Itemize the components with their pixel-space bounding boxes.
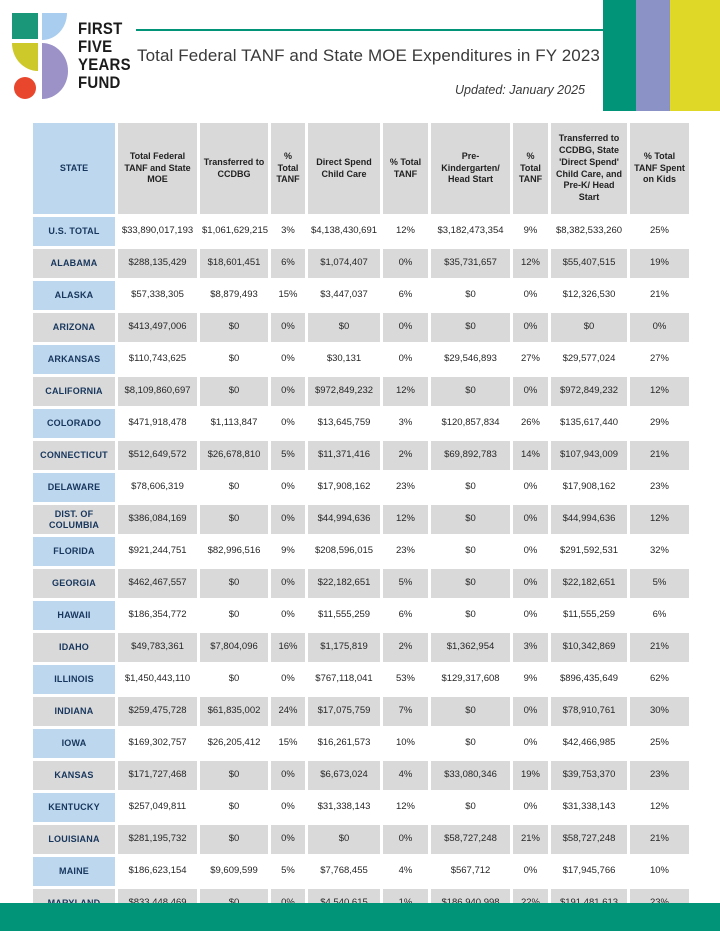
value-cell: $0 bbox=[431, 377, 510, 406]
value-cell: $896,435,649 bbox=[551, 665, 627, 694]
value-cell: 0% bbox=[513, 569, 548, 598]
state-name-cell: CONNECTICUT bbox=[33, 441, 115, 470]
value-cell: $18,601,451 bbox=[200, 249, 268, 278]
value-cell: 53% bbox=[383, 665, 428, 694]
value-cell: 14% bbox=[513, 441, 548, 470]
column-header: % Total TANF bbox=[383, 123, 428, 214]
page-title: Total Federal TANF and State MOE Expenditures in FY 2023 bbox=[137, 46, 600, 65]
value-cell: $10,342,869 bbox=[551, 633, 627, 662]
table-row bbox=[33, 729, 689, 758]
value-cell: $972,849,232 bbox=[308, 377, 380, 406]
value-cell: $0 bbox=[431, 473, 510, 502]
value-cell: 0% bbox=[271, 473, 305, 502]
value-cell: $11,555,259 bbox=[551, 601, 627, 630]
value-cell: $462,467,557 bbox=[118, 569, 197, 598]
value-cell: $0 bbox=[431, 601, 510, 630]
value-cell: 0% bbox=[513, 473, 548, 502]
logo-purple-half-circle bbox=[42, 43, 68, 99]
value-cell: 10% bbox=[630, 857, 689, 886]
value-cell: 0% bbox=[630, 313, 689, 342]
value-cell: $169,302,757 bbox=[118, 729, 197, 758]
value-cell: 21% bbox=[630, 633, 689, 662]
table-row bbox=[33, 633, 689, 662]
value-cell: $57,338,305 bbox=[118, 281, 197, 310]
column-header: Total Federal TANF and State MOE bbox=[118, 123, 197, 214]
state-name-cell: KANSAS bbox=[33, 761, 115, 790]
value-cell: $29,577,024 bbox=[551, 345, 627, 374]
value-cell: $972,849,232 bbox=[551, 377, 627, 406]
value-cell: 12% bbox=[513, 249, 548, 278]
state-name-cell: ARKANSAS bbox=[33, 345, 115, 374]
table-row bbox=[33, 857, 689, 886]
value-cell: $69,892,783 bbox=[431, 441, 510, 470]
value-cell: 12% bbox=[383, 505, 428, 534]
value-cell: 62% bbox=[630, 665, 689, 694]
logo-line: FIVE bbox=[78, 37, 113, 56]
value-cell: 12% bbox=[383, 793, 428, 822]
value-cell: $12,326,530 bbox=[551, 281, 627, 310]
value-cell: $0 bbox=[431, 793, 510, 822]
value-cell: 0% bbox=[271, 377, 305, 406]
value-cell: 30% bbox=[630, 697, 689, 726]
value-cell: $0 bbox=[431, 281, 510, 310]
value-cell: $0 bbox=[431, 313, 510, 342]
value-cell: $11,371,416 bbox=[308, 441, 380, 470]
value-cell: 6% bbox=[383, 281, 428, 310]
value-cell: $0 bbox=[200, 313, 268, 342]
state-name-cell: HAWAII bbox=[33, 601, 115, 630]
column-header: Transferred to CCDBG, State 'Direct Spend' Child Care, and Pre-K/ Head Start bbox=[551, 123, 627, 214]
table-body bbox=[33, 217, 689, 918]
value-cell: $8,382,533,260 bbox=[551, 217, 627, 246]
value-cell: $0 bbox=[200, 473, 268, 502]
state-name-cell: INDIANA bbox=[33, 697, 115, 726]
value-cell: 25% bbox=[630, 729, 689, 758]
value-cell: 0% bbox=[513, 505, 548, 534]
value-cell: 21% bbox=[513, 825, 548, 854]
value-cell: $0 bbox=[431, 697, 510, 726]
value-cell: 0% bbox=[271, 761, 305, 790]
value-cell: $0 bbox=[200, 345, 268, 374]
value-cell: $257,049,811 bbox=[118, 793, 197, 822]
value-cell: $44,994,636 bbox=[308, 505, 380, 534]
value-cell: $767,118,041 bbox=[308, 665, 380, 694]
table-row bbox=[33, 441, 689, 470]
value-cell: 0% bbox=[271, 665, 305, 694]
value-cell: 0% bbox=[271, 793, 305, 822]
state-name-cell: IOWA bbox=[33, 729, 115, 758]
value-cell: $35,731,657 bbox=[431, 249, 510, 278]
column-header: Direct Spend Child Care bbox=[308, 123, 380, 214]
value-cell: $3,447,037 bbox=[308, 281, 380, 310]
value-cell: 0% bbox=[271, 345, 305, 374]
value-cell: 0% bbox=[271, 569, 305, 598]
value-cell: $0 bbox=[200, 601, 268, 630]
value-cell: $0 bbox=[200, 665, 268, 694]
state-name-cell: ALABAMA bbox=[33, 249, 115, 278]
value-cell: $8,879,493 bbox=[200, 281, 268, 310]
value-cell: $78,606,319 bbox=[118, 473, 197, 502]
value-cell: 21% bbox=[630, 441, 689, 470]
value-cell: $31,338,143 bbox=[551, 793, 627, 822]
value-cell: 0% bbox=[513, 313, 548, 342]
value-cell: 0% bbox=[271, 505, 305, 534]
corner-color-bars bbox=[603, 0, 720, 111]
value-cell: $26,205,412 bbox=[200, 729, 268, 758]
value-cell: $82,996,516 bbox=[200, 537, 268, 566]
value-cell: $1,450,443,110 bbox=[118, 665, 197, 694]
value-cell: $11,555,259 bbox=[308, 601, 380, 630]
value-cell: 12% bbox=[383, 377, 428, 406]
value-cell: $55,407,515 bbox=[551, 249, 627, 278]
column-header: Transferred to CCDBG bbox=[200, 123, 268, 214]
value-cell: $17,075,759 bbox=[308, 697, 380, 726]
state-name-cell: DELAWARE bbox=[33, 473, 115, 502]
value-cell: $0 bbox=[551, 313, 627, 342]
table-row bbox=[33, 313, 689, 342]
value-cell: $1,362,954 bbox=[431, 633, 510, 662]
table-row bbox=[33, 601, 689, 630]
logo-lime-quarter bbox=[12, 43, 38, 71]
value-cell: $171,727,468 bbox=[118, 761, 197, 790]
value-cell: 27% bbox=[630, 345, 689, 374]
value-cell: $0 bbox=[200, 505, 268, 534]
value-cell: $22,182,651 bbox=[551, 569, 627, 598]
value-cell: 10% bbox=[383, 729, 428, 758]
value-cell: 3% bbox=[271, 217, 305, 246]
table-row bbox=[33, 473, 689, 502]
yellow-bar bbox=[670, 0, 720, 111]
state-name-cell: ARIZONA bbox=[33, 313, 115, 342]
logo-line: FIRST bbox=[78, 19, 123, 38]
first-five-years-fund-logo bbox=[12, 13, 138, 101]
value-cell: $567,712 bbox=[431, 857, 510, 886]
logo-red-circle bbox=[14, 77, 36, 99]
value-cell: 5% bbox=[271, 441, 305, 470]
state-name-cell: ALASKA bbox=[33, 281, 115, 310]
table-row bbox=[33, 537, 689, 566]
value-cell: 24% bbox=[271, 697, 305, 726]
state-name-cell: COLORADO bbox=[33, 409, 115, 438]
value-cell: 5% bbox=[271, 857, 305, 886]
value-cell: $33,890,017,193 bbox=[118, 217, 197, 246]
value-cell: 16% bbox=[271, 633, 305, 662]
value-cell: 25% bbox=[630, 217, 689, 246]
value-cell: $107,943,009 bbox=[551, 441, 627, 470]
value-cell: $186,623,154 bbox=[118, 857, 197, 886]
value-cell: 0% bbox=[383, 345, 428, 374]
value-cell: $0 bbox=[431, 729, 510, 758]
value-cell: 19% bbox=[630, 249, 689, 278]
expenditure-table bbox=[30, 120, 692, 921]
value-cell: 23% bbox=[383, 537, 428, 566]
value-cell: $259,475,728 bbox=[118, 697, 197, 726]
value-cell: 0% bbox=[271, 825, 305, 854]
value-cell: 23% bbox=[630, 473, 689, 502]
value-cell: 0% bbox=[383, 313, 428, 342]
value-cell: 12% bbox=[630, 793, 689, 822]
value-cell: 5% bbox=[383, 569, 428, 598]
value-cell: 21% bbox=[630, 281, 689, 310]
column-header: % Total TANF bbox=[271, 123, 305, 214]
column-header: Pre-Kindergarten/ Head Start bbox=[431, 123, 510, 214]
column-header: % Total TANF Spent on Kids bbox=[630, 123, 689, 214]
value-cell: $9,609,599 bbox=[200, 857, 268, 886]
value-cell: $413,497,006 bbox=[118, 313, 197, 342]
value-cell: 0% bbox=[271, 409, 305, 438]
value-cell: 15% bbox=[271, 281, 305, 310]
value-cell: 0% bbox=[513, 281, 548, 310]
value-cell: $33,080,346 bbox=[431, 761, 510, 790]
value-cell: 23% bbox=[383, 473, 428, 502]
table-row bbox=[33, 761, 689, 790]
table-row bbox=[33, 569, 689, 598]
value-cell: $16,261,573 bbox=[308, 729, 380, 758]
value-cell: 0% bbox=[513, 377, 548, 406]
value-cell: 6% bbox=[383, 601, 428, 630]
value-cell: $120,857,834 bbox=[431, 409, 510, 438]
value-cell: 0% bbox=[271, 313, 305, 342]
value-cell: 6% bbox=[630, 601, 689, 630]
value-cell: $0 bbox=[200, 825, 268, 854]
value-cell: $291,592,531 bbox=[551, 537, 627, 566]
value-cell: 5% bbox=[630, 569, 689, 598]
value-cell: 23% bbox=[630, 761, 689, 790]
value-cell: $42,466,985 bbox=[551, 729, 627, 758]
state-name-cell: ILLINOIS bbox=[33, 665, 115, 694]
logo-line: YEARS bbox=[78, 55, 131, 74]
value-cell: $39,753,370 bbox=[551, 761, 627, 790]
table-row bbox=[33, 217, 689, 246]
value-cell: $208,596,015 bbox=[308, 537, 380, 566]
value-cell: 12% bbox=[630, 377, 689, 406]
value-cell: $17,945,766 bbox=[551, 857, 627, 886]
table-row bbox=[33, 281, 689, 310]
table-row bbox=[33, 793, 689, 822]
value-cell: $29,546,893 bbox=[431, 345, 510, 374]
value-cell: 2% bbox=[383, 633, 428, 662]
value-cell: $0 bbox=[200, 569, 268, 598]
value-cell: $186,354,772 bbox=[118, 601, 197, 630]
value-cell: $129,317,608 bbox=[431, 665, 510, 694]
state-name-cell: KENTUCKY bbox=[33, 793, 115, 822]
updated-date: Updated: January 2025 bbox=[455, 83, 585, 97]
logo-mark-icon bbox=[12, 13, 70, 101]
value-cell: 0% bbox=[513, 697, 548, 726]
header-row bbox=[33, 123, 689, 214]
value-cell: $512,649,572 bbox=[118, 441, 197, 470]
table-row bbox=[33, 345, 689, 374]
value-cell: $288,135,429 bbox=[118, 249, 197, 278]
value-cell: $0 bbox=[308, 825, 380, 854]
table-header bbox=[33, 123, 689, 214]
value-cell: 4% bbox=[383, 761, 428, 790]
state-column-header: STATE bbox=[33, 123, 115, 214]
value-cell: 4% bbox=[383, 857, 428, 886]
value-cell: $0 bbox=[200, 761, 268, 790]
value-cell: 0% bbox=[513, 857, 548, 886]
value-cell: $26,678,810 bbox=[200, 441, 268, 470]
value-cell: 19% bbox=[513, 761, 548, 790]
value-cell: $1,074,407 bbox=[308, 249, 380, 278]
value-cell: 3% bbox=[383, 409, 428, 438]
value-cell: $0 bbox=[308, 313, 380, 342]
value-cell: 0% bbox=[513, 537, 548, 566]
value-cell: $31,338,143 bbox=[308, 793, 380, 822]
value-cell: 3% bbox=[513, 633, 548, 662]
value-cell: $58,727,248 bbox=[431, 825, 510, 854]
value-cell: $386,084,169 bbox=[118, 505, 197, 534]
value-cell: 32% bbox=[630, 537, 689, 566]
value-cell: 0% bbox=[513, 793, 548, 822]
state-name-cell: IDAHO bbox=[33, 633, 115, 662]
value-cell: 0% bbox=[383, 825, 428, 854]
value-cell: $61,835,002 bbox=[200, 697, 268, 726]
logo-line: FUND bbox=[78, 73, 121, 92]
value-cell: 0% bbox=[271, 601, 305, 630]
column-header: % Total TANF bbox=[513, 123, 548, 214]
value-cell: 26% bbox=[513, 409, 548, 438]
value-cell: 29% bbox=[630, 409, 689, 438]
value-cell: $8,109,860,697 bbox=[118, 377, 197, 406]
value-cell: 0% bbox=[383, 249, 428, 278]
value-cell: $7,804,096 bbox=[200, 633, 268, 662]
value-cell: 15% bbox=[271, 729, 305, 758]
value-cell: 0% bbox=[513, 601, 548, 630]
logo-teal-square bbox=[12, 13, 38, 39]
purple-bar bbox=[636, 0, 670, 111]
state-name-cell: DIST. OF COLUMBIA bbox=[33, 505, 115, 534]
footer-bar bbox=[0, 903, 720, 931]
value-cell: $6,673,024 bbox=[308, 761, 380, 790]
value-cell: $1,113,847 bbox=[200, 409, 268, 438]
value-cell: 12% bbox=[630, 505, 689, 534]
value-cell: 27% bbox=[513, 345, 548, 374]
state-name-cell: MAINE bbox=[33, 857, 115, 886]
value-cell: $0 bbox=[431, 569, 510, 598]
value-cell: $1,061,629,215 bbox=[200, 217, 268, 246]
state-name-cell: CALIFORNIA bbox=[33, 377, 115, 406]
value-cell: $49,783,361 bbox=[118, 633, 197, 662]
value-cell: $3,182,473,354 bbox=[431, 217, 510, 246]
table-row bbox=[33, 825, 689, 854]
value-cell: $110,743,625 bbox=[118, 345, 197, 374]
value-cell: $281,195,732 bbox=[118, 825, 197, 854]
value-cell: 9% bbox=[513, 665, 548, 694]
value-cell: $22,182,651 bbox=[308, 569, 380, 598]
value-cell: $921,244,751 bbox=[118, 537, 197, 566]
value-cell: $0 bbox=[200, 377, 268, 406]
value-cell: 12% bbox=[383, 217, 428, 246]
value-cell: 2% bbox=[383, 441, 428, 470]
value-cell: $471,918,478 bbox=[118, 409, 197, 438]
logo-wordmark bbox=[78, 20, 131, 101]
state-name-cell: LOUISIANA bbox=[33, 825, 115, 854]
state-name-cell: GEORGIA bbox=[33, 569, 115, 598]
value-cell: $0 bbox=[200, 793, 268, 822]
value-cell: 9% bbox=[271, 537, 305, 566]
value-cell: $44,994,636 bbox=[551, 505, 627, 534]
value-cell: 21% bbox=[630, 825, 689, 854]
table-row bbox=[33, 665, 689, 694]
value-cell: $0 bbox=[431, 505, 510, 534]
state-name-cell: U.S. TOTAL bbox=[33, 217, 115, 246]
value-cell: $78,910,761 bbox=[551, 697, 627, 726]
table-row bbox=[33, 249, 689, 278]
value-cell: $1,175,819 bbox=[308, 633, 380, 662]
value-cell: 7% bbox=[383, 697, 428, 726]
value-cell: $135,617,440 bbox=[551, 409, 627, 438]
table-row bbox=[33, 505, 689, 534]
state-name-cell: FLORIDA bbox=[33, 537, 115, 566]
teal-bar bbox=[603, 0, 636, 111]
value-cell: $17,908,162 bbox=[551, 473, 627, 502]
value-cell: $7,768,455 bbox=[308, 857, 380, 886]
table-row bbox=[33, 409, 689, 438]
title-rule bbox=[136, 29, 603, 31]
value-cell: $58,727,248 bbox=[551, 825, 627, 854]
value-cell: 9% bbox=[513, 217, 548, 246]
value-cell: $4,138,430,691 bbox=[308, 217, 380, 246]
value-cell: 6% bbox=[271, 249, 305, 278]
value-cell: $30,131 bbox=[308, 345, 380, 374]
value-cell: $13,645,759 bbox=[308, 409, 380, 438]
table-row bbox=[33, 697, 689, 726]
value-cell: 0% bbox=[513, 729, 548, 758]
value-cell: $17,908,162 bbox=[308, 473, 380, 502]
value-cell: $0 bbox=[431, 537, 510, 566]
table-row bbox=[33, 377, 689, 406]
logo-blue-quarter bbox=[42, 13, 67, 40]
